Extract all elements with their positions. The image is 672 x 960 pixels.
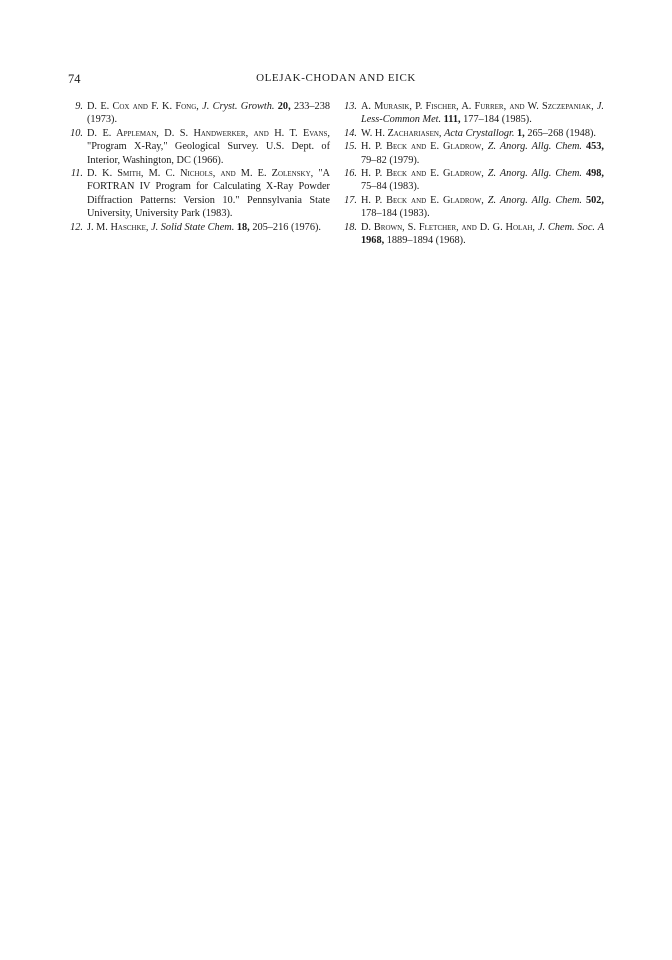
reference-number: 18. (344, 221, 357, 233)
reference-10 (68, 127, 330, 167)
reference-11 (68, 167, 330, 221)
reference-18 (342, 221, 604, 248)
reference-authors: D. E. Appleman, D. S. Handwerker, and H. T. Evans, (87, 127, 330, 139)
reference-authors: D. E. Cox and F. K. Fong, (87, 101, 199, 112)
reference-15 (342, 140, 604, 167)
reference-journal: J. Solid State Chem. (151, 221, 235, 233)
reference-pages: 265–268 (1948). (527, 127, 596, 139)
reference-authors: W. H. Zachariasen, (361, 127, 442, 139)
reference-pages: 178–184 (1983). (361, 208, 430, 220)
reference-number: 16. (344, 168, 357, 180)
reference-pages: 233–238 (1973). (87, 101, 330, 126)
reference-authors: H. P. Beck and E. Gladrow, (361, 194, 484, 206)
reference-volume: 18, (236, 221, 250, 233)
reference-14 (342, 127, 604, 140)
reference-journal: Z. Anorg. Allg. Chem. (487, 194, 582, 206)
reference-journal: J. Less-Common Met. (361, 101, 604, 126)
reference-12 (68, 221, 330, 234)
reference-volume: 20, (277, 101, 291, 112)
reference-number: 11. (70, 168, 83, 180)
reference-number: 12. (70, 221, 83, 233)
reference-volume: 1968, (361, 235, 385, 247)
reference-volume: 453, (585, 141, 604, 153)
reference-authors: J. M. Haschke, (87, 221, 149, 233)
reference-number: 13. (344, 101, 357, 112)
reference-number: 14. (344, 127, 357, 139)
reference-volume: 498, (585, 168, 604, 180)
reference-journal: J. Cryst. Growth. (202, 101, 275, 112)
reference-number: 17. (344, 194, 357, 206)
references-right-column (342, 100, 604, 247)
reference-journal: Z. Anorg. Allg. Chem. (487, 168, 582, 180)
reference-pages: 177–184 (1985). (463, 114, 532, 126)
running-head: OLEJAK-CHODAN AND EICK (256, 72, 416, 84)
reference-volume: 502, (585, 194, 604, 206)
reference-journal: Z. Anorg. Allg. Chem. (487, 141, 582, 153)
references-left-column (68, 100, 330, 234)
reference-number: 10. (70, 127, 83, 139)
reference-journal: J. Chem. Soc. A (537, 221, 604, 233)
reference-9 (68, 100, 330, 127)
reference-number: 15. (344, 141, 357, 153)
reference-text: "Program X-Ray," Geological Survey. U.S. Dept. of Interior, Washington, DC (1966). (87, 141, 330, 166)
reference-authors: H. P. Beck and E. Gladrow, (361, 141, 484, 153)
reference-authors: H. P. Beck and E. Gladrow, (361, 168, 484, 180)
reference-13 (342, 100, 604, 127)
reference-authors: D. Brown, S. Fletcher, and D. G. Holah, (361, 221, 536, 233)
reference-pages: 75–84 (1983). (361, 181, 420, 193)
reference-16 (342, 167, 604, 194)
page-number: 74 (68, 72, 81, 86)
reference-volume: 111, (443, 114, 461, 126)
reference-authors: D. K. Smith, M. C. Nichols, and M. E. Zolensky, (87, 168, 314, 180)
reference-text: "A FORTRAN IV Program for Calculating X-Ray Powder Diffraction Patterns: Version 10." Pennsylvania State University, University Park (1983). (87, 168, 330, 220)
reference-pages: 205–216 (1976). (252, 221, 321, 233)
reference-pages: 1889–1894 (1968). (386, 235, 466, 247)
reference-number: 9. (75, 101, 83, 112)
reference-volume: 1, (517, 127, 525, 139)
reference-17 (342, 194, 604, 221)
reference-journal: Acta Crystallogr. (444, 127, 515, 139)
reference-authors: A. Murasik, P. Fischer, A. Furrer, and W. Szczepaniak, (361, 101, 594, 112)
reference-pages: 79–82 (1979). (361, 154, 420, 166)
